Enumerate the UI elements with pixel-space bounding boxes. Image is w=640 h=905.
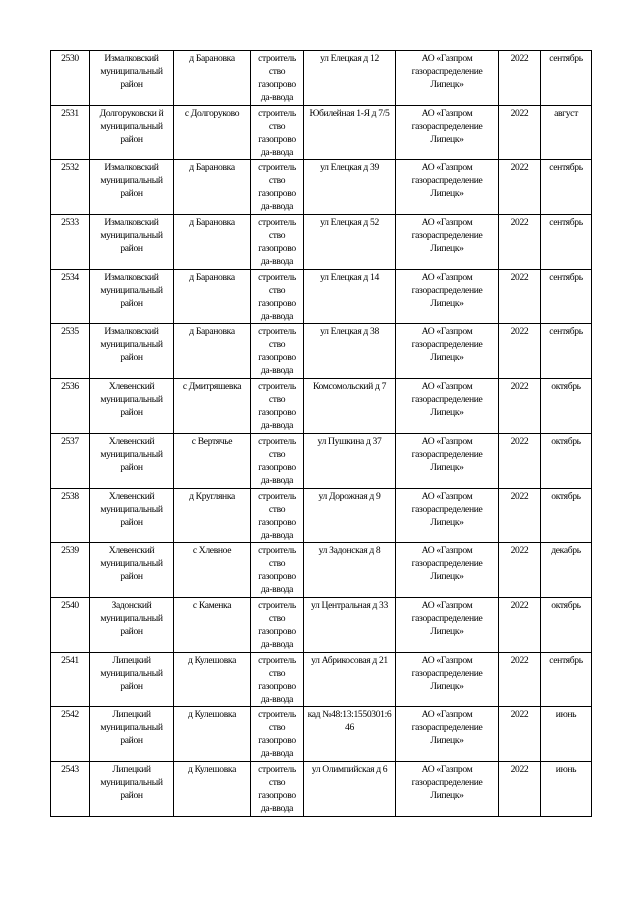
work-type-cell: строитель ство газопрово да-ввода	[251, 379, 304, 434]
locality-cell: д Барановка	[174, 51, 251, 106]
work-type-cell: строитель ство газопрово да-ввода	[251, 269, 304, 324]
row-number-cell: 2540	[51, 597, 90, 652]
year-cell: 2022	[499, 652, 541, 707]
address-cell: ул Центральная д 33	[304, 597, 396, 652]
year-cell: 2022	[499, 488, 541, 543]
row-number-cell: 2532	[51, 160, 90, 215]
organization-cell: АО «Газпром газораспределение Липецк»	[396, 324, 499, 379]
district-cell: Измалковский муниципальный район	[90, 215, 174, 270]
work-type-cell: строитель ство газопрово да-ввода	[251, 652, 304, 707]
table-row	[51, 652, 592, 707]
locality-cell: д Барановка	[174, 160, 251, 215]
locality-cell: д Кулешовка	[174, 652, 251, 707]
address-cell: ул Елецкая д 38	[304, 324, 396, 379]
locality-cell: д Круглянка	[174, 488, 251, 543]
month-cell: октябрь	[541, 597, 592, 652]
row-number-cell: 2541	[51, 652, 90, 707]
address-cell: ул Олимпийская д 6	[304, 761, 396, 816]
district-cell: Измалковский муниципальный район	[90, 269, 174, 324]
table-row	[51, 51, 592, 106]
month-cell: июнь	[541, 761, 592, 816]
table-row	[51, 105, 592, 160]
year-cell: 2022	[499, 433, 541, 488]
locality-cell: с Хлевное	[174, 543, 251, 598]
month-cell: июнь	[541, 707, 592, 762]
month-cell: октябрь	[541, 433, 592, 488]
row-number-cell: 2536	[51, 379, 90, 434]
organization-cell: АО «Газпром газораспределение Липецк»	[396, 597, 499, 652]
locality-cell: д Барановка	[174, 324, 251, 379]
gasification-table	[50, 50, 592, 817]
address-cell: ул Дорожная д 9	[304, 488, 396, 543]
year-cell: 2022	[499, 215, 541, 270]
row-number-cell: 2537	[51, 433, 90, 488]
year-cell: 2022	[499, 761, 541, 816]
work-type-cell: строитель ство газопрово да-ввода	[251, 324, 304, 379]
table-row	[51, 543, 592, 598]
district-cell: Липецкий муниципальный район	[90, 707, 174, 762]
table-row	[51, 707, 592, 762]
address-cell: Комсомольский д 7	[304, 379, 396, 434]
month-cell: сентябрь	[541, 160, 592, 215]
year-cell: 2022	[499, 597, 541, 652]
table-row	[51, 433, 592, 488]
organization-cell: АО «Газпром газораспределение Липецк»	[396, 543, 499, 598]
month-cell: октябрь	[541, 379, 592, 434]
work-type-cell: строитель ство газопрово да-ввода	[251, 488, 304, 543]
address-cell: Юбилейная 1-Я д 7/5	[304, 105, 396, 160]
organization-cell: АО «Газпром газораспределение Липецк»	[396, 269, 499, 324]
table-row	[51, 488, 592, 543]
organization-cell: АО «Газпром газораспределение Липецк»	[396, 652, 499, 707]
table-row	[51, 761, 592, 816]
locality-cell: д Кулешовка	[174, 761, 251, 816]
work-type-cell: строитель ство газопрово да-ввода	[251, 105, 304, 160]
organization-cell: АО «Газпром газораспределение Липецк»	[396, 105, 499, 160]
work-type-cell: строитель ство газопрово да-ввода	[251, 51, 304, 106]
organization-cell: АО «Газпром газораспределение Липецк»	[396, 433, 499, 488]
row-number-cell: 2531	[51, 105, 90, 160]
table-row	[51, 324, 592, 379]
locality-cell: д Кулешовка	[174, 707, 251, 762]
table-row	[51, 379, 592, 434]
address-cell: ул Елецкая д 14	[304, 269, 396, 324]
organization-cell: АО «Газпром газораспределение Липецк»	[396, 488, 499, 543]
month-cell: сентябрь	[541, 51, 592, 106]
work-type-cell: строитель ство газопрово да-ввода	[251, 597, 304, 652]
organization-cell: АО «Газпром газораспределение Липецк»	[396, 51, 499, 106]
district-cell: Измалковский муниципальный район	[90, 324, 174, 379]
year-cell: 2022	[499, 160, 541, 215]
address-cell: ул Елецкая д 39	[304, 160, 396, 215]
district-cell: Измалковский муниципальный район	[90, 160, 174, 215]
address-cell: ул Задонская д 8	[304, 543, 396, 598]
month-cell: октябрь	[541, 488, 592, 543]
district-cell: Долгоруковски й муниципальный район	[90, 105, 174, 160]
table-row	[51, 269, 592, 324]
organization-cell: АО «Газпром газораспределение Липецк»	[396, 160, 499, 215]
work-type-cell: строитель ство газопрово да-ввода	[251, 707, 304, 762]
month-cell: сентябрь	[541, 215, 592, 270]
month-cell: сентябрь	[541, 269, 592, 324]
work-type-cell: строитель ство газопрово да-ввода	[251, 761, 304, 816]
row-number-cell: 2533	[51, 215, 90, 270]
locality-cell: с Вертячье	[174, 433, 251, 488]
year-cell: 2022	[499, 51, 541, 106]
district-cell: Хлевенский муниципальный район	[90, 379, 174, 434]
address-cell: ул Елецкая д 52	[304, 215, 396, 270]
locality-cell: с Долгоруково	[174, 105, 251, 160]
year-cell: 2022	[499, 707, 541, 762]
locality-cell: д Барановка	[174, 215, 251, 270]
district-cell: Липецкий муниципальный район	[90, 652, 174, 707]
year-cell: 2022	[499, 324, 541, 379]
row-number-cell: 2538	[51, 488, 90, 543]
month-cell: сентябрь	[541, 324, 592, 379]
month-cell: декабрь	[541, 543, 592, 598]
row-number-cell: 2534	[51, 269, 90, 324]
district-cell: Задонский муниципальный район	[90, 597, 174, 652]
organization-cell: АО «Газпром газораспределение Липецк»	[396, 761, 499, 816]
row-number-cell: 2543	[51, 761, 90, 816]
organization-cell: АО «Газпром газораспределение Липецк»	[396, 707, 499, 762]
address-cell: ул Пушкина д 37	[304, 433, 396, 488]
locality-cell: с Каменка	[174, 597, 251, 652]
table-row	[51, 160, 592, 215]
district-cell: Липецкий муниципальный район	[90, 761, 174, 816]
row-number-cell: 2539	[51, 543, 90, 598]
year-cell: 2022	[499, 105, 541, 160]
district-cell: Хлевенский муниципальный район	[90, 543, 174, 598]
month-cell: август	[541, 105, 592, 160]
work-type-cell: строитель ство газопрово да-ввода	[251, 160, 304, 215]
table-row	[51, 597, 592, 652]
table-row	[51, 215, 592, 270]
district-cell: Хлевенский муниципальный район	[90, 488, 174, 543]
address-cell: кад №48:13:1550301:6 46	[304, 707, 396, 762]
district-cell: Измалковский муниципальный район	[90, 51, 174, 106]
locality-cell: д Барановка	[174, 269, 251, 324]
organization-cell: АО «Газпром газораспределение Липецк»	[396, 379, 499, 434]
row-number-cell: 2530	[51, 51, 90, 106]
district-cell: Хлевенский муниципальный район	[90, 433, 174, 488]
work-type-cell: строитель ство газопрово да-ввода	[251, 543, 304, 598]
year-cell: 2022	[499, 269, 541, 324]
locality-cell: с Дмитряшевка	[174, 379, 251, 434]
month-cell: сентябрь	[541, 652, 592, 707]
row-number-cell: 2535	[51, 324, 90, 379]
organization-cell: АО «Газпром газораспределение Липецк»	[396, 215, 499, 270]
work-type-cell: строитель ство газопрово да-ввода	[251, 433, 304, 488]
table-body	[51, 51, 592, 817]
year-cell: 2022	[499, 543, 541, 598]
address-cell: ул Елецкая д 12	[304, 51, 396, 106]
year-cell: 2022	[499, 379, 541, 434]
work-type-cell: строитель ство газопрово да-ввода	[251, 215, 304, 270]
address-cell: ул Абрикосовая д 21	[304, 652, 396, 707]
row-number-cell: 2542	[51, 707, 90, 762]
